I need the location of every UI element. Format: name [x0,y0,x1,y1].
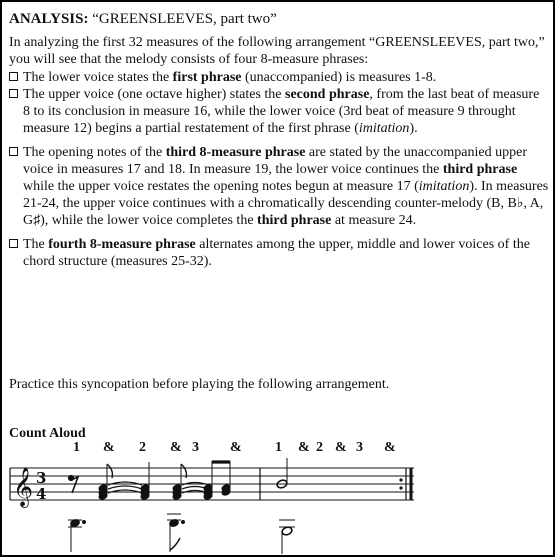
bass-note-dotted-2 [167,514,185,552]
bass-note-dotted-1 [68,518,86,552]
beat-count: & [103,440,115,455]
count-aloud-label: Count Aloud [9,426,86,441]
list-item-second-phrase: The upper voice (one octave higher) states the second phrase, from the last beat of measure 8 to its conclusion in measure 16, while the lower voice (3rd beat of measure 9 throught measure 12) begins a partial restatement of the first phrase (imitation). [9,86,549,137]
list-item-third-phrase: The opening notes of the third 8-measure phrase are stated by the unaccompanied upper voice in measures 17 and 18. In measure 19, the lower voice continues the third phrase while the upper voice restates the opening notes begun at measure 17 (imitation). In measures 21-24, the upper voice continues with a chromatically descending counter-melody (B, B♭, A, G♯), while the lower voice completes the third phrase at measure 24. [9,144,549,229]
note-pair-beamed [203,461,231,500]
beat-count: 1 [73,440,80,455]
beat-count: 3 [192,440,199,455]
beat-count: 3 [356,440,363,455]
svg-text:𝄞: 𝄞 [13,467,34,507]
note-chord-3 [172,464,186,500]
beat-count: & [230,440,242,455]
practice-instruction: Practice this syncopation before playing the following arrangement. [9,377,390,392]
note-chord-1 [98,464,112,500]
beat-count: & [384,440,396,455]
title-label: ANALYSIS: [9,11,89,27]
intro-paragraph: In analyzing the first 32 measures of the following arrangement “GREENSLEEVES, part two,” you will see that the melody consists of four 8-measure phrases: [9,35,545,67]
title-piece: “GREENSLEEVES, part two” [88,11,277,27]
time-signature [36,469,46,503]
beat-count: & [335,440,347,455]
time-signature-top: 3 [36,469,47,487]
list-item-first-phrase: The lower voice states the first phrase (unaccompanied) is measures 1-8. [9,69,549,86]
beat-count: & [170,440,182,455]
list-item-fourth-phrase: The fourth 8-measure phrase alternates among the upper, middle and lower voices of the chord structure (measures 25-32). [9,236,549,270]
bass-half-note [279,520,295,554]
time-signature-bottom: 4 [36,485,47,503]
music-staff [2,2,555,557]
beat-count: 1 [275,440,282,455]
treble-clef-icon [13,467,33,508]
beat-count: & [298,440,310,455]
beat-count: 2 [139,440,146,455]
beat-count: 2 [316,440,323,455]
